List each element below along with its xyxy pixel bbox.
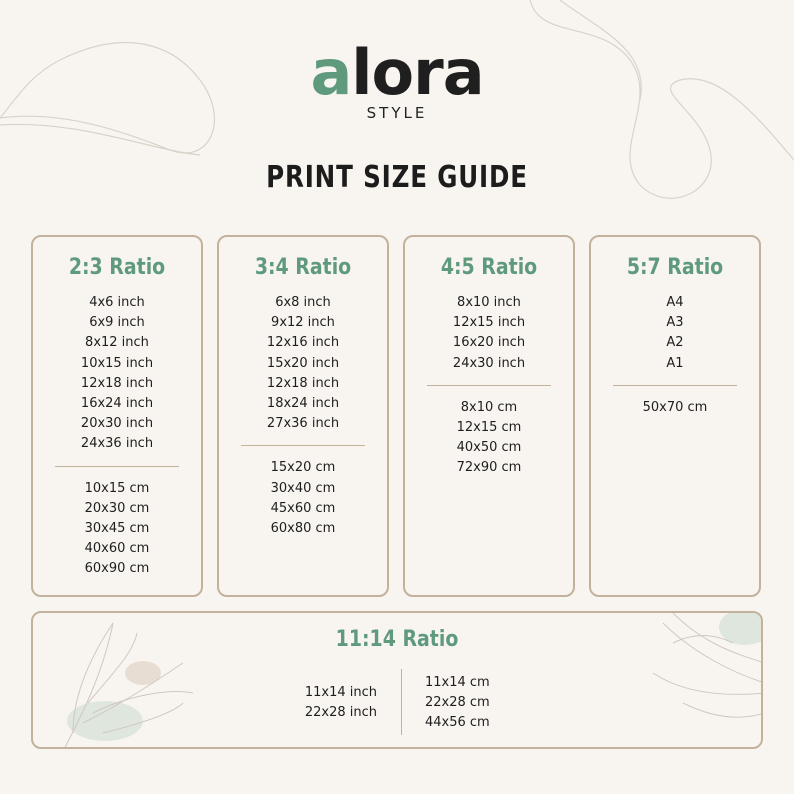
page-title: PRINT SIZE GUIDE <box>266 160 528 195</box>
paper-size-list <box>591 293 759 374</box>
size-item: 24x30 inch <box>452 355 526 371</box>
size-item: 8x10 cm <box>460 399 518 415</box>
card-title: 4:5 Ratio <box>440 255 538 280</box>
size-item: 9x12 inch <box>271 315 335 331</box>
ratio-card-3-4 <box>217 235 389 597</box>
size-item: A2 <box>666 335 684 351</box>
size-item: 27x36 inch <box>266 416 340 432</box>
size-item: 22x28 cm <box>425 695 490 711</box>
size-item: 8x12 inch <box>85 335 149 351</box>
inch-size-list <box>33 293 201 455</box>
size-item: A4 <box>666 295 684 310</box>
size-item: 45x60 cm <box>270 500 336 516</box>
ratio-card-4-5 <box>403 235 575 597</box>
card-title: 5:7 Ratio <box>626 255 724 280</box>
divider <box>241 445 365 446</box>
size-item: 12x18 inch <box>266 375 340 391</box>
divider <box>613 385 737 386</box>
cm-size-list <box>33 479 201 580</box>
size-item: 11x14 cm <box>425 675 490 690</box>
size-item: 8x10 inch <box>457 295 521 310</box>
brand-logo <box>0 38 794 108</box>
brand-logo-text: lora <box>351 36 484 109</box>
size-item: 24x36 inch <box>80 436 154 452</box>
size-item: 18x24 inch <box>266 396 340 412</box>
size-item: 30x40 cm <box>270 480 336 496</box>
size-item: 16x24 inch <box>80 396 154 412</box>
size-item: 10x15 cm <box>84 480 150 496</box>
cm-size-list <box>425 673 490 734</box>
brand-logo-accent: a <box>310 36 352 109</box>
ratio-card-2-3 <box>31 235 203 597</box>
size-item: 60x90 cm <box>84 561 150 577</box>
card-title: 3:4 Ratio <box>254 255 352 280</box>
size-item: 30x45 cm <box>84 521 150 537</box>
size-item: 44x56 cm <box>425 715 490 731</box>
size-item: 4x6 inch <box>89 295 145 310</box>
size-item: 12x15 inch <box>452 315 526 331</box>
size-item: 50x70 cm <box>642 399 708 415</box>
cm-size-list <box>591 398 759 418</box>
size-item: 60x80 cm <box>270 521 336 537</box>
size-item: 40x50 cm <box>456 440 522 456</box>
ratio-card-5-7 <box>589 235 761 597</box>
brand-tagline: STYLE <box>366 104 428 122</box>
size-item: 6x9 inch <box>89 315 145 331</box>
card-title: 2:3 Ratio <box>68 255 166 280</box>
card-title: 11:14 Ratio <box>335 627 459 652</box>
divider <box>55 466 179 467</box>
inch-size-list <box>405 293 573 374</box>
size-item: 15x20 cm <box>270 460 336 476</box>
size-item: 10x15 inch <box>80 355 154 371</box>
size-item: 11x14 inch <box>304 685 377 700</box>
size-item: 72x90 cm <box>456 460 522 476</box>
size-item: 12x18 inch <box>80 375 154 391</box>
size-item: 22x28 inch <box>304 705 377 721</box>
size-item: 6x8 inch <box>275 295 331 310</box>
size-item: A3 <box>666 315 684 331</box>
size-item: 20x30 inch <box>80 416 154 432</box>
cm-size-list <box>219 458 387 539</box>
divider <box>427 385 551 386</box>
ratio-card-11-14 <box>31 611 763 749</box>
size-item: 12x15 cm <box>456 420 522 436</box>
cm-size-list <box>405 398 573 479</box>
size-item: 16x20 inch <box>452 335 526 351</box>
vertical-divider <box>401 669 402 735</box>
size-item: 20x30 cm <box>84 500 150 516</box>
size-item: A1 <box>666 355 684 371</box>
inch-size-list <box>219 293 387 434</box>
size-item: 15x20 inch <box>266 355 340 371</box>
inch-size-list <box>305 683 377 723</box>
size-item: 40x60 cm <box>84 541 150 557</box>
size-item: 12x16 inch <box>266 335 340 351</box>
